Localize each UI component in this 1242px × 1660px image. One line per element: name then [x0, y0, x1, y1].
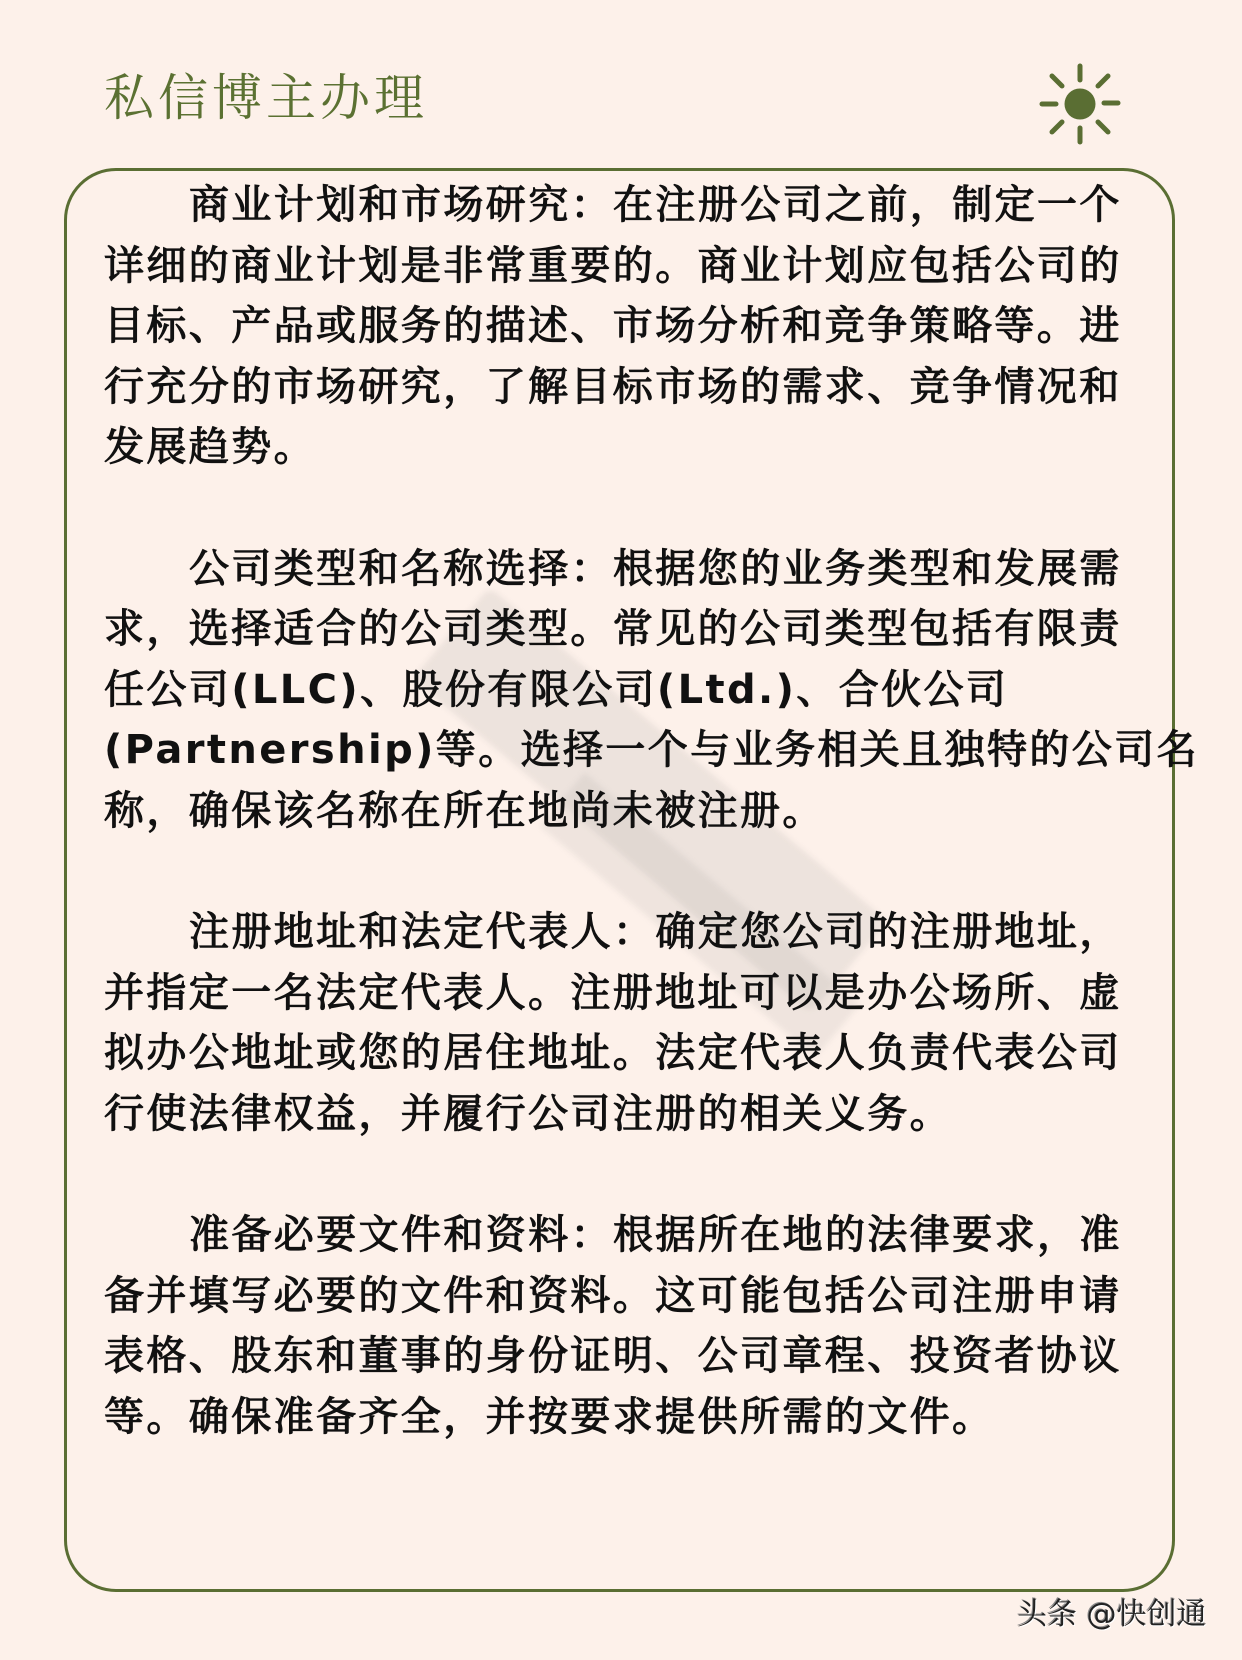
text-line: 公司类型和名称选择：根据您的业务类型和发展需	[189, 545, 1122, 592]
sun-icon	[1038, 62, 1122, 146]
text-line: (Partnership)等。选择一个与业务相关且独特的公司名	[104, 727, 1200, 774]
text-line: 求，选择适合的公司类型。常见的公司类型包括有限责	[104, 606, 1122, 653]
text-line: 备并填写必要的文件和资料。这可能包括公司注册申请	[104, 1272, 1122, 1319]
source-watermark: 头条 @快创通	[1017, 1597, 1207, 1632]
text-line: 目标、产品或服务的描述、市场分析和竞争策略等。进	[104, 303, 1122, 350]
text-line: 注册地址和法定代表人：确定您公司的注册地址，	[189, 909, 1122, 956]
paragraph-business-plan	[104, 175, 1144, 478]
page-title: 私信博主办理	[104, 69, 428, 127]
text-line: 任公司(LLC)、股份有限公司(Ltd.)、合伙公司	[104, 666, 1009, 713]
paragraph-documents	[104, 1205, 1144, 1447]
article-body	[104, 175, 1200, 1508]
text-line: 行充分的市场研究，了解目标市场的需求、竞争情况和	[104, 363, 1122, 410]
text-line: 表格、股东和董事的身份证明、公司章程、投资者协议	[104, 1333, 1122, 1380]
paragraph-registered-address	[104, 902, 1144, 1144]
text-line: 行使法律权益，并履行公司注册的相关义务。	[104, 1090, 952, 1137]
text-line: 称，确保该名称在所在地尚未被注册。	[104, 787, 825, 834]
text-line: 等。确保准备齐全，并按要求提供所需的文件。	[104, 1393, 995, 1440]
text-line: 准备必要文件和资料：根据所在地的法律要求，准	[189, 1212, 1122, 1259]
text-line: 并指定一名法定代表人。注册地址可以是办公场所、虚	[104, 969, 1122, 1016]
text-line: 详细的商业计划是非常重要的。商业计划应包括公司的	[104, 242, 1122, 289]
text-line: 发展趋势。	[104, 424, 316, 471]
text-line: 拟办公地址或您的居住地址。法定代表人负责代表公司	[104, 1030, 1122, 1077]
text-line: 商业计划和市场研究：在注册公司之前，制定一个	[189, 182, 1122, 228]
paragraph-company-type	[104, 539, 1200, 842]
